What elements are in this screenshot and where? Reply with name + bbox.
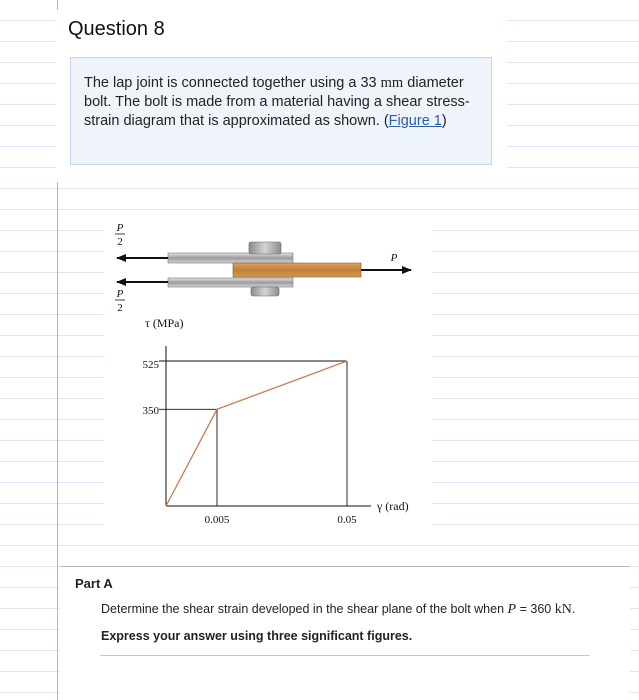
part-a-label: Part A — [75, 576, 113, 591]
prompt-text-1: The lap joint is connected together using a 33 — [84, 75, 377, 91]
part-a-instruction: Express your answer using three significant figures. — [101, 629, 413, 643]
y-tick-525: 525 — [142, 359, 159, 371]
figure-1 — [103, 218, 433, 528]
bottom-plate — [168, 278, 293, 287]
force-top-num: P — [116, 222, 124, 234]
problem-statement — [70, 57, 492, 165]
force-label-bottom — [115, 288, 125, 314]
prompt-text-2: diameter bolt. The bolt is made from a material having a shear stress-strain diagram that is approximated as shown. ( — [84, 75, 470, 129]
part-a-equals: = — [519, 602, 527, 616]
force-top-den: 2 — [117, 236, 123, 248]
answer-box-edge — [100, 655, 590, 656]
top-plate — [168, 253, 293, 263]
x-axis-label: γ (rad) — [377, 499, 409, 513]
prompt-text-3: ) — [441, 113, 447, 129]
stress-strain-curve — [166, 361, 347, 506]
force-bottom-num: P — [116, 288, 124, 300]
force-label-right: P — [390, 252, 398, 264]
part-a-question-text: Determine the shear strain developed in the shear plane of the bolt when — [101, 602, 505, 616]
y-tick-350: 350 — [142, 405, 159, 417]
part-a-question — [101, 602, 575, 618]
figure-svg — [103, 218, 433, 528]
force-bottom-den: 2 — [117, 302, 123, 314]
part-a-value: 360 — [530, 602, 552, 616]
stress-strain-chart — [143, 316, 409, 526]
x-tick-0.05: 0.05 — [337, 514, 357, 526]
force-label-top — [115, 222, 125, 248]
bolt-head — [249, 242, 281, 254]
question-title: Question 8 — [68, 18, 165, 40]
figure-1-link[interactable]: Figure 1 — [388, 113, 442, 129]
part-a-period: . — [571, 602, 576, 616]
part-a-unit: kN — [554, 602, 572, 617]
part-a-variable: P — [507, 602, 517, 617]
y-axis-label: τ (MPa) — [145, 316, 184, 330]
prompt-unit: mm — [380, 75, 404, 91]
x-tick-0.005: 0.005 — [204, 514, 230, 526]
bolt-nut — [251, 287, 279, 296]
lap-joint-drawing — [115, 222, 411, 314]
middle-plate — [233, 263, 361, 277]
